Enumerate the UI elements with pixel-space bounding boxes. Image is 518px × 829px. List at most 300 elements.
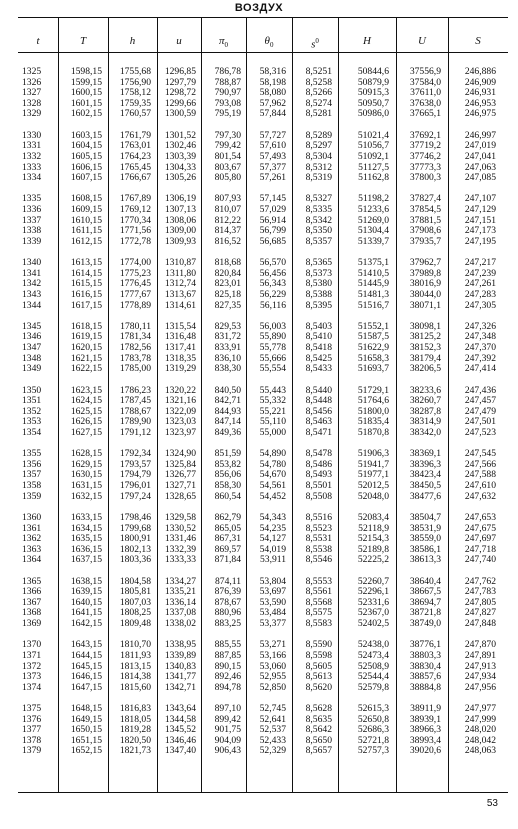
- cell-S: 247,783: [464, 586, 496, 598]
- cell-t: 1346: [22, 331, 42, 343]
- cell-theta: 54,019: [259, 543, 286, 555]
- cell-u: 1323,97: [164, 426, 196, 438]
- cell-h: 1758,12: [119, 87, 151, 99]
- cell-U: 38233,6: [409, 384, 441, 396]
- cell-pi: 805,80: [214, 172, 241, 184]
- cell-t: 1379: [22, 745, 42, 757]
- cell-pi: 827,35: [214, 299, 241, 311]
- cell-t: 1341: [22, 267, 42, 279]
- cell-t: 1359: [22, 490, 42, 502]
- cell-theta: 57,493: [259, 150, 286, 162]
- cell-t: 1378: [22, 734, 42, 746]
- cell-theta: 56,570: [259, 257, 286, 269]
- cell-u: 1298,72: [164, 87, 196, 99]
- cell-s0: 8,5289: [305, 129, 332, 141]
- cell-T: 1639,15: [70, 586, 102, 598]
- cell-pi: 840,50: [214, 384, 241, 396]
- cell-s0: 8,5471: [305, 426, 332, 438]
- cell-s0: 8,5373: [305, 267, 332, 279]
- cell-h: 1769,12: [119, 204, 151, 215]
- cell-t: 1342: [22, 278, 42, 290]
- cell-T: 1601,15: [70, 97, 102, 109]
- column-header-t: [18, 30, 58, 52]
- cell-t: 1370: [22, 639, 42, 651]
- cell-theta: 58,316: [259, 66, 286, 77]
- cell-pi: 906,43: [214, 745, 241, 757]
- cell-T: 1625,15: [70, 405, 102, 417]
- cell-t: 1355: [22, 448, 42, 460]
- cell-u: 1316,48: [164, 331, 196, 343]
- cell-theta: 56,914: [259, 214, 286, 226]
- cell-t: 1349: [22, 363, 42, 375]
- cell-s0: 8,5642: [305, 724, 332, 736]
- cell-theta: 53,377: [259, 618, 286, 629]
- cell-S: 247,348: [464, 331, 496, 343]
- cell-S: 247,545: [464, 448, 496, 460]
- cell-T: 1609,15: [70, 204, 102, 215]
- cell-S: 247,239: [464, 267, 496, 279]
- cell-pi: 904,09: [214, 734, 241, 746]
- cell-pi: 878,67: [214, 596, 241, 608]
- cell-U: 37556,9: [409, 66, 441, 77]
- cell-H: 50844,6: [357, 66, 389, 77]
- cell-pi: 858,30: [214, 480, 241, 491]
- cell-T: 1631,15: [70, 480, 102, 491]
- cell-h: 1797,24: [119, 490, 151, 502]
- cell-t: 1343: [22, 288, 42, 300]
- cell-pi: 853,82: [214, 458, 241, 470]
- cell-h: 1791,12: [119, 426, 151, 438]
- cell-u: 1347,40: [164, 745, 196, 757]
- cell-theta: 52,745: [259, 703, 286, 714]
- cell-H: 51622,9: [357, 342, 389, 353]
- cell-t: 1336: [22, 204, 42, 215]
- cell-h: 1778,89: [119, 299, 151, 311]
- cell-theta: 54,452: [259, 490, 286, 502]
- cell-u: 1344,58: [164, 713, 196, 725]
- cell-U: 37665,1: [409, 108, 441, 120]
- cell-h: 1775,23: [119, 267, 151, 279]
- cell-t: 1353: [22, 416, 42, 428]
- cell-S: 247,063: [464, 161, 496, 173]
- cell-theta: 56,343: [259, 278, 286, 290]
- cell-t: 1377: [22, 724, 42, 736]
- table-bottom-rule: [18, 792, 508, 793]
- cell-U: 38559,0: [409, 533, 441, 545]
- cell-s0: 8,5501: [305, 480, 332, 491]
- cell-H: 51552,1: [357, 320, 389, 332]
- cell-s0: 8,5613: [305, 671, 332, 683]
- cell-theta: 54,561: [259, 480, 286, 491]
- cell-u: 1301,52: [164, 129, 196, 141]
- cell-s0: 8,5598: [305, 649, 332, 661]
- cell-pi: 885,55: [214, 639, 241, 651]
- cell-t: 1352: [22, 405, 42, 417]
- cell-H: 52615,3: [357, 703, 389, 714]
- cell-H: 52402,5: [357, 618, 389, 629]
- cell-h: 1818,05: [119, 713, 151, 725]
- cell-u: 1327,71: [164, 480, 196, 491]
- cell-theta: 54,890: [259, 448, 286, 460]
- cell-t: 1327: [22, 87, 42, 99]
- cell-u: 1341,77: [164, 671, 196, 683]
- cell-T: 1621,15: [70, 352, 102, 364]
- cell-t: 1372: [22, 660, 42, 672]
- cell-S: 247,697: [464, 533, 496, 545]
- column-header-T: [58, 30, 108, 52]
- cell-T: 1600,15: [70, 87, 102, 99]
- cell-t: 1345: [22, 320, 42, 332]
- cell-U: 38531,9: [409, 522, 441, 534]
- cell-s0: 8,5274: [305, 97, 332, 109]
- cell-u: 1300,59: [164, 108, 196, 120]
- cell-T: 1630,15: [70, 469, 102, 481]
- cell-S: 247,523: [464, 426, 496, 438]
- cell-t: 1351: [22, 395, 42, 407]
- cell-H: 51516,7: [357, 299, 389, 311]
- cell-S: 247,085: [464, 172, 496, 184]
- cell-S: 248,042: [464, 734, 496, 746]
- cell-theta: 53,911: [259, 554, 286, 566]
- cell-t: 1368: [22, 607, 42, 619]
- cell-t: 1364: [22, 554, 42, 566]
- cell-pi: 849,36: [214, 426, 241, 438]
- cell-u: 1336,14: [164, 596, 196, 608]
- cell-t: 1369: [22, 618, 42, 629]
- cell-theta: 56,456: [259, 267, 286, 279]
- cell-s0: 8,5448: [305, 395, 332, 407]
- cell-T: 1641,15: [70, 607, 102, 619]
- cell-pi: 786,78: [214, 66, 241, 77]
- cell-pi: 818,68: [214, 257, 241, 269]
- cell-pi: 825,18: [214, 288, 241, 300]
- cell-S: 247,305: [464, 299, 496, 311]
- cell-u: 1317,41: [164, 342, 196, 353]
- cell-theta: 57,962: [259, 97, 286, 109]
- cell-S: 246,886: [464, 66, 496, 77]
- cell-pi: 799,42: [214, 140, 241, 152]
- cell-pi: 836,10: [214, 352, 241, 364]
- cell-H: 50986,0: [357, 108, 389, 120]
- cell-s0: 8,5319: [305, 172, 332, 184]
- cell-theta: 55,443: [259, 384, 286, 396]
- cell-T: 1651,15: [70, 734, 102, 746]
- cell-s0: 8,5395: [305, 299, 332, 311]
- cell-T: 1634,15: [70, 522, 102, 534]
- cell-S: 246,997: [464, 129, 496, 141]
- cell-pi: 801,54: [214, 150, 241, 162]
- cell-h: 1810,70: [119, 639, 151, 651]
- cell-pi: 892,46: [214, 671, 241, 683]
- cell-h: 1771,56: [119, 225, 151, 237]
- cell-h: 1782,56: [119, 342, 151, 353]
- cell-T: 1644,15: [70, 649, 102, 661]
- cell-H: 52438,0: [357, 639, 389, 651]
- cell-t: 1328: [22, 97, 42, 109]
- cell-u: 1321,16: [164, 395, 196, 407]
- cell-t: 1347: [22, 342, 42, 353]
- cell-u: 1309,00: [164, 225, 196, 237]
- cell-u: 1332,39: [164, 543, 196, 555]
- cell-t: 1376: [22, 713, 42, 725]
- cell-T: 1642,15: [70, 618, 102, 629]
- cell-theta: 57,261: [259, 172, 286, 184]
- cell-U: 38396,3: [409, 458, 441, 470]
- cell-u: 1305,26: [164, 172, 196, 184]
- cell-u: 1319,29: [164, 363, 196, 375]
- cell-U: 37611,0: [410, 87, 441, 99]
- cell-H: 51941,7: [357, 458, 389, 470]
- cell-u: 1340,83: [164, 660, 196, 672]
- cell-U: 38776,1: [409, 639, 441, 651]
- cell-pi: 803,67: [214, 161, 241, 173]
- cell-pi: 807,93: [214, 193, 241, 205]
- cell-t: 1332: [22, 150, 42, 162]
- cell-s0: 8,5493: [305, 469, 332, 481]
- cell-U: 38369,1: [409, 448, 441, 460]
- cell-S: 247,326: [464, 320, 496, 332]
- cell-t: 1335: [22, 193, 42, 205]
- cell-h: 1819,28: [119, 724, 151, 736]
- cell-U: 38939,1: [409, 713, 441, 725]
- cell-t: 1366: [22, 586, 42, 598]
- cell-S: 247,718: [464, 543, 496, 555]
- cell-pi: 851,59: [214, 448, 241, 460]
- cell-pi: 814,37: [214, 225, 241, 237]
- cell-theta: 55,666: [259, 352, 286, 364]
- cell-S: 247,151: [464, 214, 496, 226]
- cell-U: 38260,7: [409, 395, 441, 407]
- cell-H: 52189,8: [357, 543, 389, 555]
- cell-u: 1342,71: [164, 681, 196, 693]
- cell-h: 1777,67: [119, 288, 151, 300]
- cell-t: 1330: [22, 129, 42, 141]
- cell-T: 1610,15: [70, 214, 102, 226]
- cell-u: 1306,19: [164, 193, 196, 205]
- cell-H: 51410,5: [357, 267, 389, 279]
- cell-h: 1772,78: [119, 235, 151, 247]
- cell-s0: 8,5605: [305, 660, 332, 672]
- cell-T: 1617,15: [70, 299, 102, 311]
- cell-s0: 8,5380: [305, 278, 332, 290]
- cell-u: 1346,46: [164, 734, 196, 746]
- cell-S: 247,129: [464, 204, 496, 215]
- cell-s0: 8,5350: [305, 225, 332, 237]
- cell-u: 1304,33: [164, 161, 196, 173]
- cell-u: 1299,66: [164, 97, 196, 109]
- cell-t: 1325: [22, 66, 42, 77]
- cell-pi: 890,15: [214, 660, 241, 672]
- cell-U: 38966,3: [409, 724, 441, 736]
- cell-s0: 8,5508: [305, 490, 332, 502]
- cell-S: 247,588: [464, 469, 496, 481]
- cell-pi: 876,39: [214, 586, 241, 598]
- cell-T: 1646,15: [70, 671, 102, 683]
- cell-s0: 8,5620: [305, 681, 332, 693]
- cell-theta: 52,537: [259, 724, 286, 736]
- cell-theta: 58,080: [259, 87, 286, 99]
- cell-H: 52508,9: [357, 660, 389, 672]
- column-header-label: U: [418, 35, 426, 47]
- cell-s0: 8,5538: [305, 543, 332, 555]
- cell-h: 1781,34: [119, 331, 151, 343]
- cell-u: 1308,06: [164, 214, 196, 226]
- cell-u: 1328,65: [164, 490, 196, 502]
- cell-theta: 54,780: [259, 458, 286, 470]
- column-header-label: θ: [264, 35, 270, 47]
- cell-H: 51587,5: [357, 331, 389, 343]
- cell-H: 52083,4: [357, 511, 389, 523]
- cell-U: 38721,8: [409, 607, 441, 619]
- cell-u: 1338,95: [164, 639, 196, 651]
- cell-theta: 55,332: [259, 395, 286, 407]
- cell-U: 38477,6: [409, 490, 441, 502]
- cell-theta: 56,799: [259, 225, 286, 237]
- cell-h: 1792,34: [119, 448, 151, 460]
- cell-u: 1338,02: [164, 618, 196, 629]
- cell-T: 1620,15: [70, 342, 102, 353]
- cell-u: 1312,74: [164, 278, 196, 290]
- cell-H: 51162,8: [358, 172, 389, 184]
- cell-t: 1340: [22, 257, 42, 269]
- cell-H: 52118,9: [358, 522, 389, 534]
- cell-u: 1330,52: [164, 522, 196, 534]
- cell-T: 1611,15: [71, 225, 102, 237]
- cell-U: 38504,7: [409, 511, 441, 523]
- cell-H: 52367,0: [357, 607, 389, 619]
- cell-U: 39020,6: [409, 745, 441, 757]
- cell-S: 247,675: [464, 522, 496, 534]
- cell-U: 38314,9: [409, 416, 441, 428]
- cell-t: 1326: [22, 76, 42, 88]
- column-header-label: S: [475, 35, 481, 47]
- cell-U: 38179,4: [409, 352, 441, 364]
- cell-T: 1632,15: [70, 490, 102, 502]
- cell-U: 38749,0: [409, 618, 441, 629]
- cell-T: 1616,15: [70, 288, 102, 300]
- cell-H: 52579,8: [357, 681, 389, 693]
- cell-U: 38993,4: [409, 734, 441, 746]
- cell-pi: 795,19: [214, 108, 241, 120]
- cell-pi: 788,87: [214, 76, 241, 88]
- cell-H: 52048,0: [357, 490, 389, 502]
- cell-theta: 52,433: [259, 734, 286, 746]
- cell-theta: 54,127: [259, 533, 286, 545]
- cell-U: 37935,7: [409, 235, 441, 247]
- cell-s0: 8,5327: [305, 193, 332, 205]
- cell-t: 1374: [22, 681, 42, 693]
- cell-T: 1622,15: [70, 363, 102, 375]
- cell-u: 1302,46: [164, 140, 196, 152]
- cell-theta: 55,221: [259, 405, 286, 417]
- cell-U: 37827,4: [409, 193, 441, 205]
- cell-h: 1805,81: [119, 586, 151, 598]
- cell-s0: 8,5553: [305, 575, 332, 587]
- cell-pi: 862,79: [214, 511, 241, 523]
- cell-s0: 8,5312: [305, 161, 332, 173]
- cell-U: 37719,2: [409, 140, 441, 152]
- cell-h: 1755,68: [119, 66, 151, 77]
- cell-T: 1626,15: [70, 416, 102, 428]
- cell-h: 1808,25: [119, 607, 151, 619]
- cell-t: 1357: [22, 469, 42, 481]
- cell-T: 1652,15: [70, 745, 102, 757]
- cell-h: 1798,46: [119, 511, 151, 523]
- cell-S: 247,632: [464, 490, 496, 502]
- cell-T: 1604,15: [70, 140, 102, 152]
- cell-s0: 8,5650: [305, 734, 332, 746]
- cell-h: 1820,50: [119, 734, 151, 746]
- cell-U: 38857,6: [409, 671, 441, 683]
- cell-u: 1339,89: [164, 649, 196, 661]
- cell-S: 247,977: [464, 703, 496, 714]
- cell-h: 1799,68: [119, 522, 151, 534]
- cell-H: 52260,7: [357, 575, 389, 587]
- column-header-h: [108, 30, 157, 52]
- cell-s0: 8,5335: [305, 204, 332, 215]
- cell-T: 1645,15: [70, 660, 102, 672]
- cell-s0: 8,5251: [305, 66, 332, 77]
- cell-theta: 57,377: [259, 161, 286, 173]
- cell-s0: 8,5516: [305, 511, 332, 523]
- cell-H: 51056,7: [357, 140, 389, 152]
- column-header-s0: [292, 30, 338, 52]
- cell-s0: 8,5478: [305, 448, 332, 460]
- cell-t: 1360: [22, 511, 42, 523]
- cell-T: 1623,15: [70, 384, 102, 396]
- cell-S: 247,457: [464, 395, 496, 407]
- cell-u: 1329,58: [164, 511, 196, 523]
- cell-S: 247,610: [464, 480, 496, 491]
- cell-h: 1764,23: [119, 150, 151, 162]
- cell-T: 1647,15: [70, 681, 102, 693]
- cell-pi: 812,22: [214, 214, 241, 226]
- cell-T: 1636,15: [70, 543, 102, 555]
- cell-H: 51375,1: [357, 257, 389, 269]
- cell-U: 37854,5: [409, 204, 441, 215]
- cell-U: 38667,5: [409, 586, 441, 598]
- cell-h: 1786,23: [119, 384, 151, 396]
- cell-t: 1350: [22, 384, 42, 396]
- cell-s0: 8,5365: [305, 257, 332, 269]
- cell-h: 1803,36: [119, 554, 151, 566]
- cell-h: 1800,91: [119, 533, 151, 545]
- cell-s0: 8,5575: [305, 607, 332, 619]
- cell-U: 38152,3: [409, 342, 441, 353]
- cell-u: 1318,35: [164, 352, 196, 364]
- cell-U: 37962,7: [409, 257, 441, 269]
- cell-s0: 8,5546: [305, 554, 332, 566]
- cell-T: 1638,15: [70, 575, 102, 587]
- cell-S: 246,975: [464, 108, 496, 120]
- cell-U: 38911,9: [410, 703, 441, 714]
- cell-pi: 816,52: [214, 235, 241, 247]
- column-header-u: [157, 30, 201, 52]
- cell-s0: 8,5304: [305, 150, 332, 162]
- cell-theta: 53,166: [259, 649, 286, 661]
- column-header-H: [338, 30, 396, 52]
- cell-t: 1367: [22, 596, 42, 608]
- cell-T: 1627,15: [70, 426, 102, 438]
- cell-t: 1348: [22, 352, 42, 364]
- cell-T: 1628,15: [70, 448, 102, 460]
- column-header-label: t: [36, 35, 40, 47]
- cell-s0: 8,5456: [305, 405, 332, 417]
- cell-s0: 8,5258: [305, 76, 332, 88]
- cell-pi: 867,31: [214, 533, 241, 545]
- cell-U: 38287,8: [409, 405, 441, 417]
- cell-U: 38071,1: [409, 299, 441, 311]
